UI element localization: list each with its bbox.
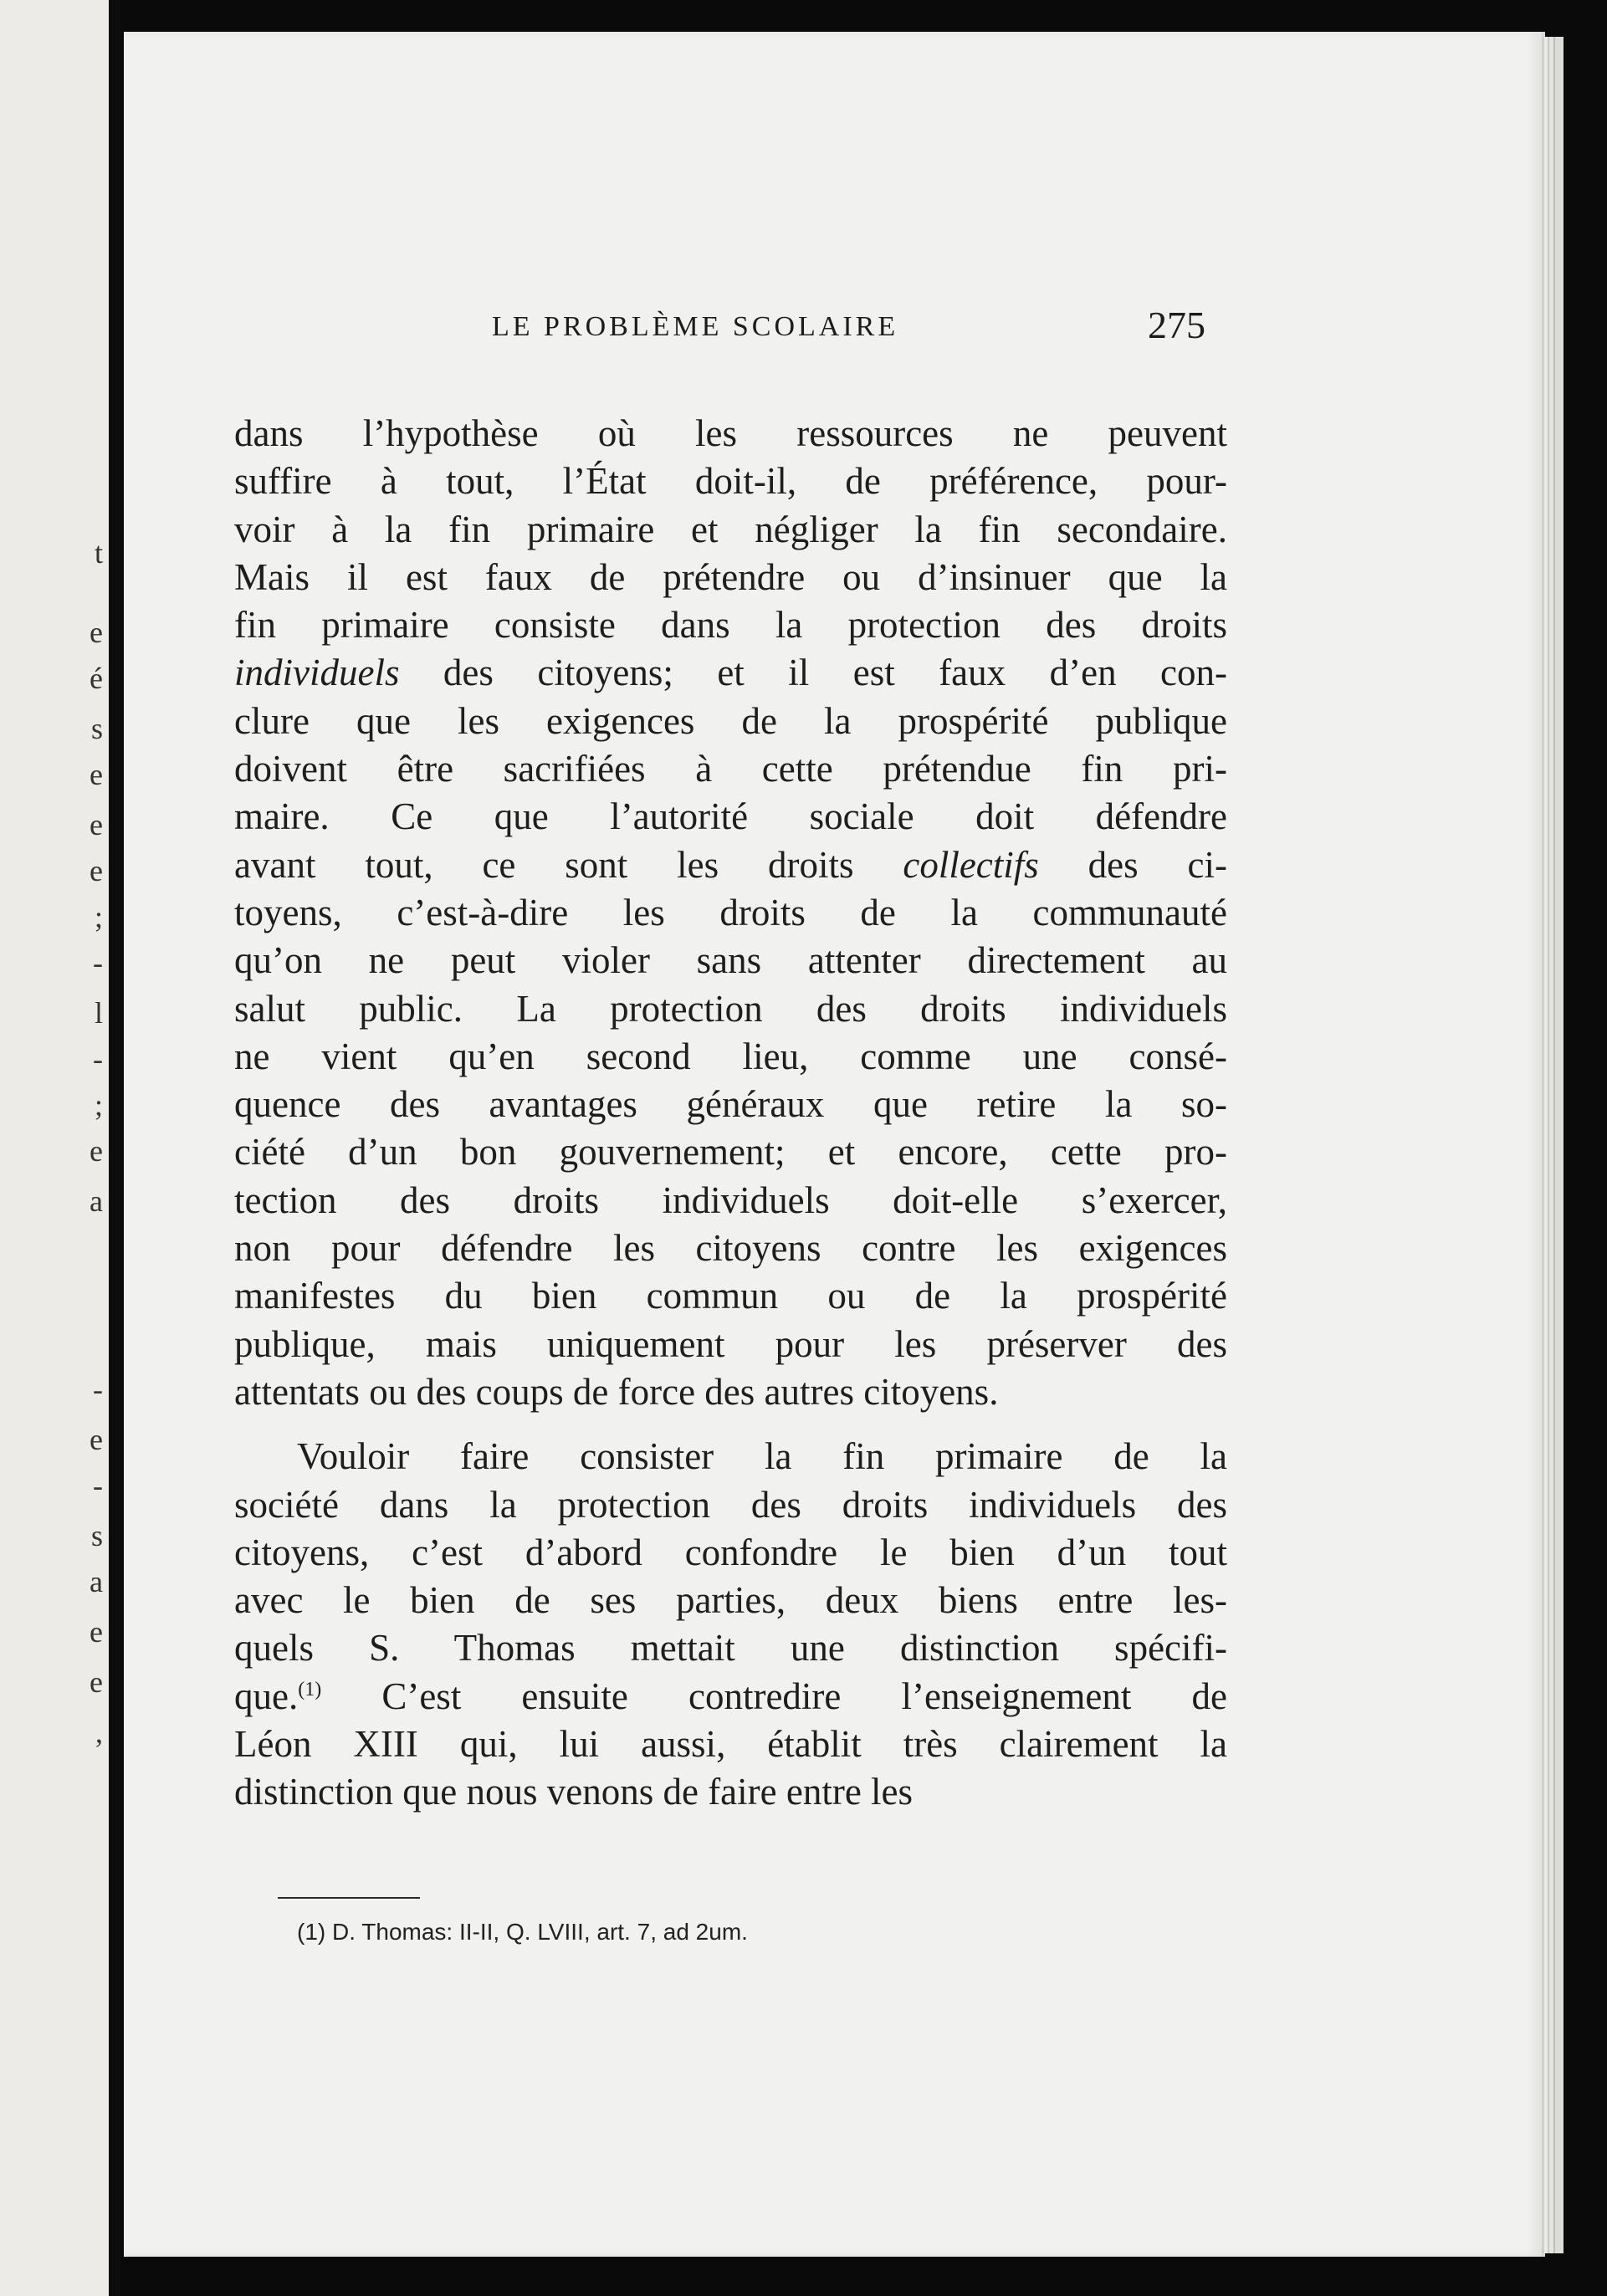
book-page [124,32,1545,2257]
paragraph-2 [234,1433,1227,1816]
previous-page-glyph: s [90,1519,103,1552]
text-line [234,506,1227,554]
text-run: distinction que nous venons de faire entre les [234,1771,914,1813]
text-line [234,649,1227,697]
text-line [234,1128,1227,1176]
footnote: (1) D. Thomas: II-II, Q. LVIII, art. 7, ad 2um. [297,1919,748,1945]
text-line [234,1272,1227,1320]
previous-page-glyph: a [90,1565,103,1598]
text-line [234,554,1227,601]
text-run: maire. Ce que l’autorité sociale doit défendre [234,795,1227,838]
text-run: des citoyens; et il est faux d’en con- [399,652,1227,694]
text-run: clure que les exigences de la prospérité publique [234,699,1227,742]
text-line [234,1577,1227,1624]
text-run: attentats ou des coups de force des autres citoyens. [234,1370,999,1413]
previous-page-glyph: e [90,854,103,887]
text-run: C’est ensuite contredire l’enseignement de [321,1675,1227,1717]
text-run: ciété d’un bon gouvernement; et encore, cette pro- [234,1131,1227,1174]
text-run: société dans la protection des droits individuels des [234,1483,1227,1526]
text-run: tection des droits individuels doit-elle s’exercer, [234,1179,1227,1221]
previous-page-glyph: e [90,758,103,791]
text-line [234,458,1227,505]
text-line [234,841,1227,889]
previous-page-glyph: e [90,1615,103,1649]
previous-page-text-fragments [0,0,105,2296]
previous-page-glyph: - [93,1373,103,1406]
previous-page-glyph: e [90,808,103,841]
text-line [234,1081,1227,1128]
text-line [234,793,1227,841]
previous-page-glyph: ; [94,1088,103,1122]
footnote-ref: (1) [298,1678,322,1700]
page-stack-edge [1542,37,1563,2253]
text-run: des ci- [1038,843,1227,886]
book-gutter [109,0,120,2296]
previous-page-glyph: ; [94,900,103,933]
text-line [234,985,1227,1033]
text-run: Léon XIII qui, lui aussi, établit très clairement la [234,1723,1227,1766]
text-line [234,1368,1227,1416]
text-line [234,410,1227,458]
text-line [234,937,1227,984]
text-run: que. [234,1675,299,1717]
previous-page-glyph: - [93,946,103,979]
text-run: publique, mais uniquement pour les préserver des [234,1322,1227,1365]
text-run: voir à la fin primaire et négliger la fin secondaire. [234,508,1227,550]
text-run: quence des avantages généraux que retire la so- [234,1083,1227,1126]
previous-page-glyph: e [90,1423,103,1456]
previous-page-glyph: - [93,1469,103,1502]
text-run: ne vient qu’en second lieu, comme une consé- [234,1035,1227,1077]
text-run: toyens, c’est-à-dire les droits de la communauté [234,891,1227,933]
text-line [234,1673,1227,1721]
previous-page-glyph: a [90,1184,103,1218]
text-line [234,1433,1227,1480]
text-line [234,1768,1227,1816]
text-run: quels S. Thomas mettait une distinction spécifi- [234,1627,1227,1670]
text-run: salut public. La protection des droits individuels [234,987,1227,1030]
text-line [234,1225,1227,1272]
text-run: fin primaire consiste dans la protection des droits [234,604,1227,647]
paragraph-1 [234,410,1227,1416]
footnote-divider [278,1897,420,1899]
text-line [234,1177,1227,1225]
previous-page-glyph: l [94,996,103,1030]
previous-page-glyph: e [90,1665,103,1699]
previous-page-glyph: t [94,536,103,570]
text-line [234,1721,1227,1768]
text-line [234,1321,1227,1368]
previous-page-glyph: , [95,1716,103,1749]
text-line [234,889,1227,937]
running-title: LE PROBLÈME SCOLAIRE [492,311,899,342]
page-number: 275 [1148,304,1205,346]
text-run: qu’on ne peut violer sans attenter directement au [234,939,1227,982]
text-run: citoyens, c’est d’abord confondre le bien d’un tout [234,1531,1227,1573]
previous-page-glyph: s [90,712,103,745]
text-run: avant tout, ce sont les droits [234,843,903,886]
previous-page-edge [0,0,113,2296]
text-run: manifestes du bien commun ou de la prospérité [234,1275,1227,1317]
body-text [234,410,1227,1817]
text-run: avec le bien de ses parties, deux biens entre les- [234,1579,1227,1622]
text-line [234,698,1227,745]
previous-page-glyph: e [90,616,103,649]
text-line [234,1529,1227,1577]
text-run: suffire à tout, l’État doit-il, de préférence, pour- [234,460,1227,503]
text-run: Mais il est faux de prétendre ou d’insinuer que la [234,555,1227,598]
text-line [234,601,1227,649]
text-line [234,1481,1227,1529]
italic-term: collectifs [903,843,1039,886]
text-line [234,745,1227,793]
previous-page-glyph: é [90,662,103,695]
text-line [234,1624,1227,1672]
text-run: non pour défendre les citoyens contre les exigences [234,1227,1227,1270]
previous-page-glyph: e [90,1134,103,1168]
text-line [234,1033,1227,1081]
text-run: dans l’hypothèse où les ressources ne peuvent [234,412,1227,454]
previous-page-glyph: - [93,1042,103,1076]
italic-term: individuels [234,652,400,694]
text-run: doivent être sacrifiées à cette prétendue fin pri- [234,748,1227,790]
text-run: Vouloir faire consister la fin primaire de la [297,1435,1227,1478]
